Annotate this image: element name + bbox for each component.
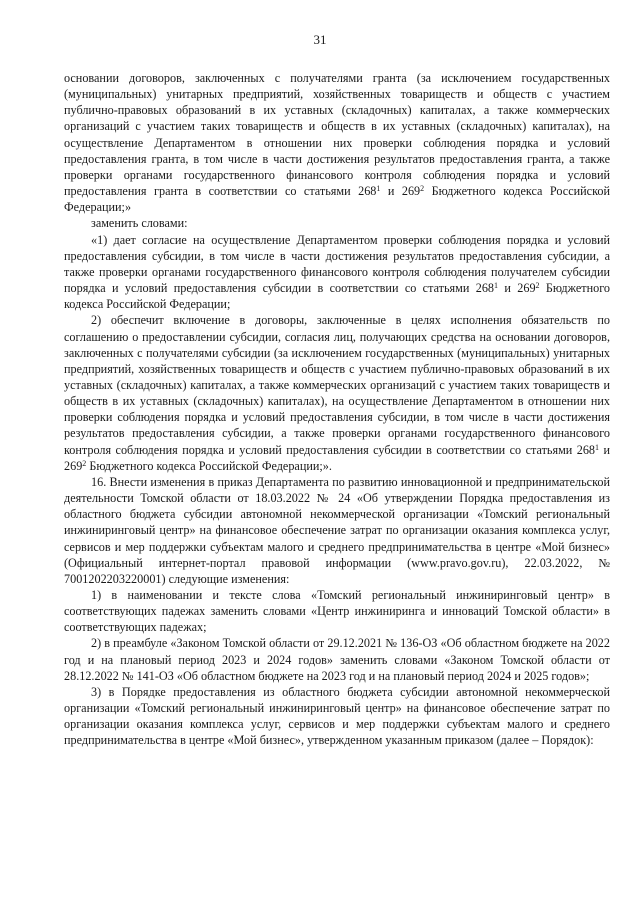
paragraph-text: Бюджетного кодекса Российской Федерации;: [64, 281, 610, 312]
paragraph-change-2: 2) в преамбуле «Законом Томской области от 29.12.2021 № 136-ОЗ «Об областном бюджете на 2022 год и на плановый период 2023 и 2024 годов» заменить словами «Законом Томской области от 28.12.2022 № 141-ОЗ «Об областном бюджете на 2023 год и на плановый период 2024 и 2025 годов»;: [64, 636, 610, 683]
paragraph-replace-with: заменить словами:: [91, 216, 188, 231]
paragraph-text: 2) обеспечит включение в договоры, заключенные в целях исполнения обязательств по соглашению о предоставлении субсидии, согласия лиц, получающих средства на основании договоров, заключенных с получателями субсидии (за исключением государственных (муниципальных) унитарных предприятий, хозяйственных товариществ и обществ с участием публично-правовых образований в их уставных (складочных) капиталах, а также коммерческих организаций с участием таких товариществ и обществ в их уставных (складочных) капиталах), на осуществление Департаментом в отношении них проверки соблюдения порядка и условий предоставления субсидии, в том числе в части достижения результатов предоставления субсидии, а также проверки органами государственного финансового контроля соблюдения порядка и условий предоставления субсидии в соответствии со статьями 268: [64, 313, 610, 457]
paragraph-text: и 269: [498, 281, 536, 296]
paragraph-item-2: [64, 312, 610, 474]
paragraph-text: основании договоров, заключенных с получателями гранта (за исключением государственных (муниципальных) унитарных предприятий, хозяйственных товариществ и обществ с участием публично-правовых образований в их уставных (складочных) капиталах, а также коммерческих организаций с участием таких товариществ и обществ в их уставных (складочных) капиталах), на осуществление Департаментом в отношении них проверки соблюдения порядка и условий предоставления гранта, в том числе в части достижения результатов предоставления гранта, а также проверки органами государственного финансового контроля соблюдения порядка и условий предоставления гранта в соответствии со статьями 268: [64, 71, 610, 199]
paragraph-text: Бюджетного кодекса Российской Федерации;».: [86, 458, 332, 473]
superscript: 1: [595, 442, 600, 452]
document-body: [64, 70, 610, 749]
paragraph-change-3: 3) в Порядке предоставления из областного бюджета субсидии автономной некоммерческой организации «Томский региональный инжиниринговый центр» на финансовое обеспечение затрат по организации оказания комплекса услуг, сервисов и мер поддержки субъектам малого и среднего предпринимательства в центре «Мой бизнес», утвержденном указанным приказом (далее – Порядок):: [64, 684, 610, 748]
paragraph-text: «1) дает согласие на осуществление Департаментом проверки соблюдения порядка и условий предоставления субсидии, в том числе в части достижения результатов предоставления субсидии, а также проверки органами государственного финансового контроля соблюдения получателем субсидии порядка и условий предоставления субсидии в соответствии со статьями 268: [64, 232, 610, 296]
superscript: 2: [535, 281, 540, 291]
paragraph-item-1: [64, 232, 610, 313]
paragraph-continuation: [64, 70, 610, 215]
paragraph-section-16: 16. Внести изменения в приказ Департамента по развитию инновационной и предпринимательской деятельности Томской области от 18.03.2022 № 24 «Об утверждении Порядка предоставления из областного бюджета субсидии автономной некоммерческой организации «Томский региональный инжиниринговый центр» на финансовое обеспечение затрат по организации оказания комплекса услуг, сервисов и мер поддержки субъектам малого и среднего предпринимательства в центре «Мой бизнес» (Официальный интернет-портал правовой информации (www.pravo.gov.ru), 22.03.2022, № 7001202203220001) следующие изменения:: [64, 474, 610, 586]
paragraph-text: и 269: [380, 184, 421, 199]
paragraph-text: Бюджетного кодекса Российской Федерации;»: [64, 184, 610, 215]
superscript: 2: [82, 458, 87, 468]
superscript: 2: [420, 184, 425, 194]
paragraph-change-1: 1) в наименовании и тексте слова «Томский региональный инжиниринговый центр» в соответствующих падежах заменить словами «Центр инжиниринга и инноваций Томской области» в соответствующих падежах;: [64, 588, 610, 635]
page-number: 31: [313, 32, 327, 47]
paragraph-text: и 269: [64, 442, 610, 473]
superscript: 1: [494, 281, 499, 291]
superscript: 1: [376, 184, 381, 194]
